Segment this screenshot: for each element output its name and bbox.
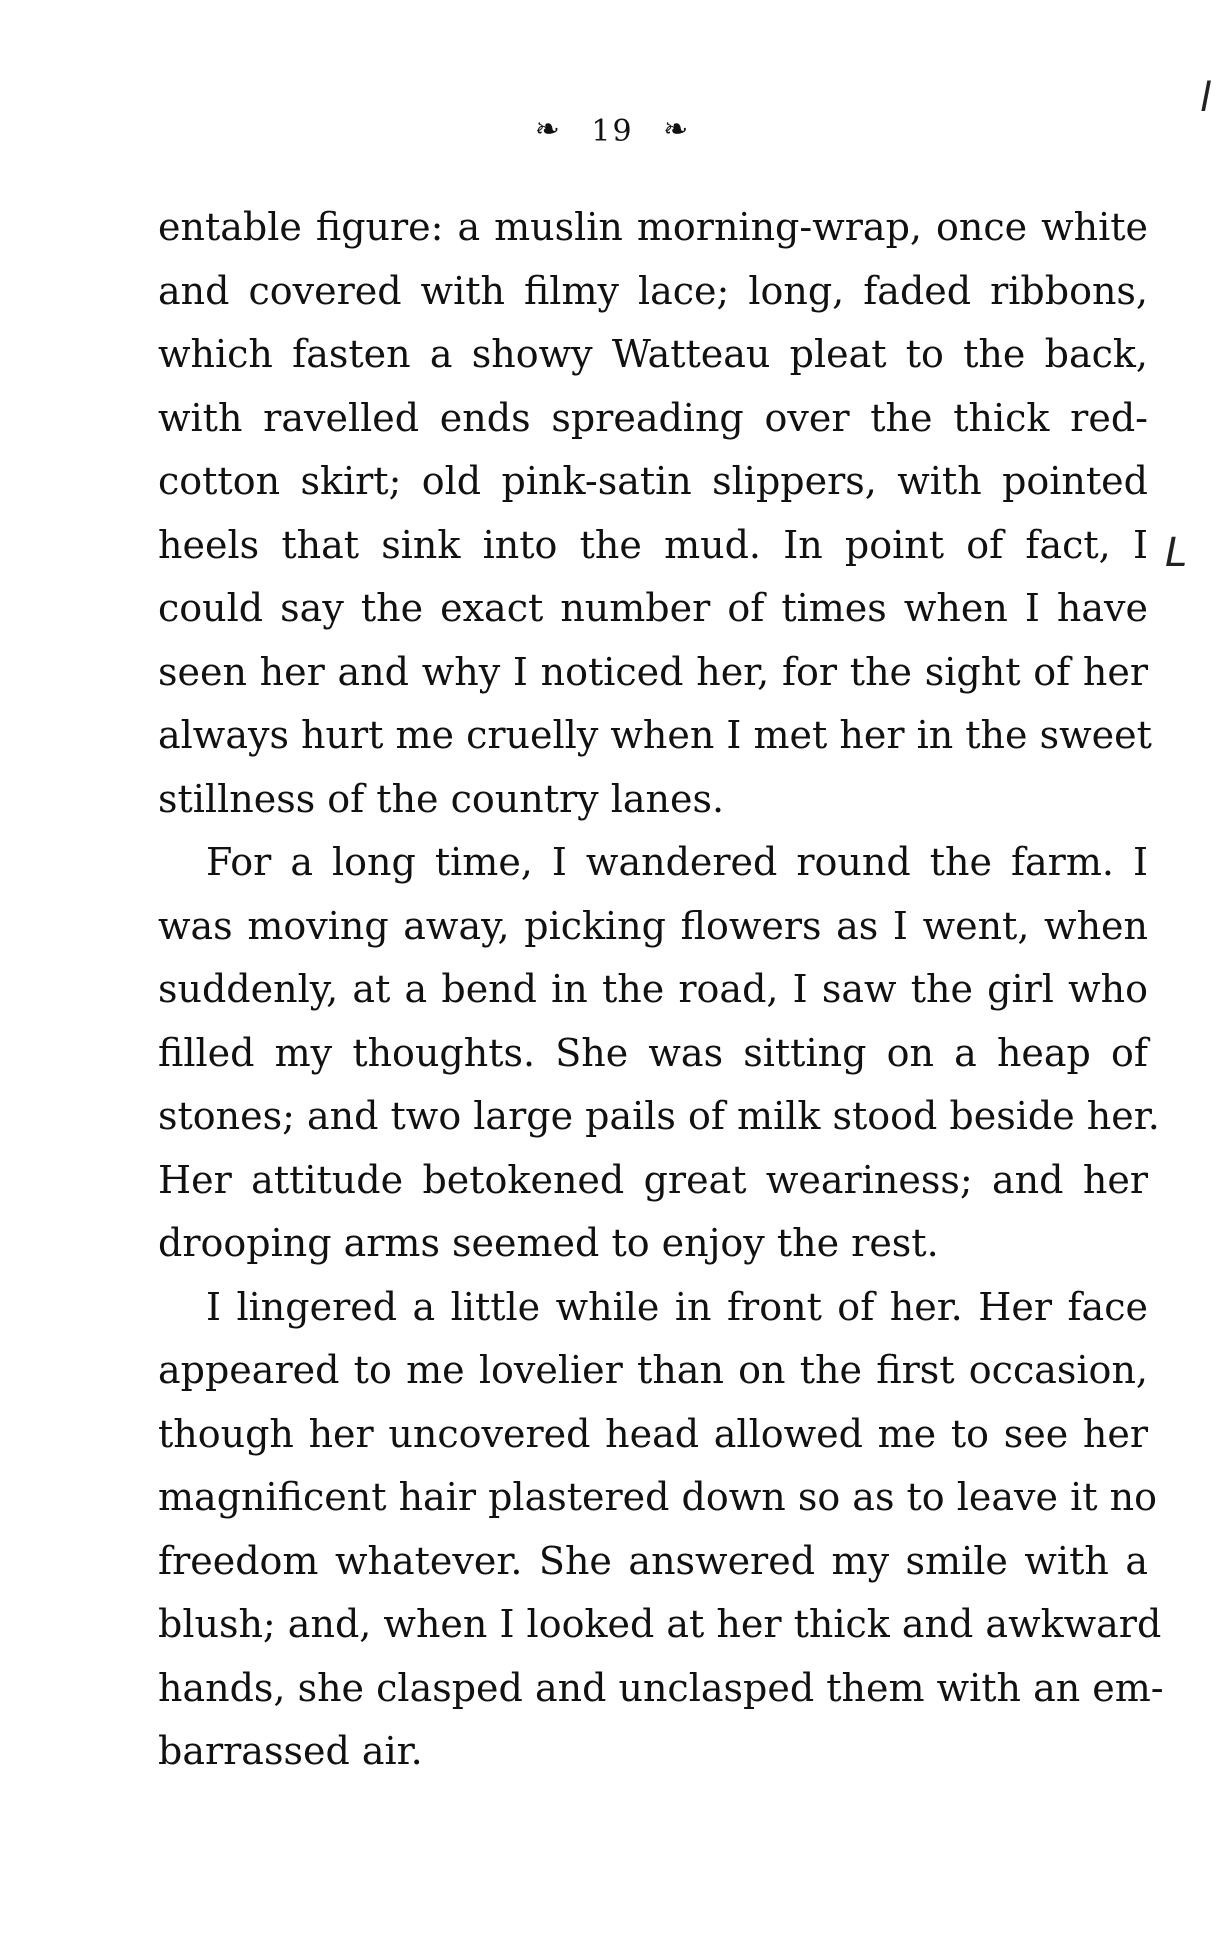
text-line: freedom whatever. She answered my smile with a — [158, 1538, 1148, 1583]
handwritten-mark-side: L — [1165, 530, 1188, 576]
text-line: suddenly, at a bend in the road, I saw the girl who — [158, 967, 1148, 1011]
handwritten-mark-top: l — [1200, 75, 1212, 121]
text-line: magnificent hair plastered down so as to leave it no — [158, 1475, 1157, 1519]
text-line: with ravelled ends spreading over the thick red- — [158, 395, 1148, 440]
text-line: seen her and why I noticed her, for the sight of her — [158, 649, 1148, 694]
ornament-left-icon: ❧ — [534, 112, 562, 147]
text-line: which fasten a showy Watteau pleat to the back, — [158, 332, 1148, 376]
body-text — [158, 196, 1164, 1784]
text-line: blush; and, when I looked at her thick and awkward — [158, 1602, 1162, 1646]
text-line: stillness of the country lanes. — [158, 776, 725, 821]
text-line: and covered with filmy lace; long, faded ribbons, — [158, 268, 1148, 313]
text-line: entable figure: a muslin morning-wrap, once white — [158, 205, 1148, 249]
ornament-right-icon: ❧ — [663, 112, 691, 147]
text-line: filled my thoughts. She was sitting on a heap of — [158, 1030, 1148, 1075]
text-line: though her uncovered head allowed me to see her — [158, 1411, 1148, 1456]
text-line: stones; and two large pails of milk stood beside her. — [158, 1094, 1160, 1138]
text-line: I lingered a little while in front of her. Her face — [206, 1284, 1148, 1329]
text-line: hands, she clasped and unclasped them with an em- — [158, 1665, 1164, 1710]
text-line: Her attitude betokened great weariness; and her — [158, 1157, 1148, 1202]
text-line: For a long time, I wandered round the farm. I — [206, 840, 1148, 884]
text-line: cotton skirt; old pink-satin slippers, with pointed — [158, 459, 1148, 503]
text-line: barrassed air. — [158, 1729, 423, 1773]
text-line: heels that sink into the mud. In point of fact, I — [158, 522, 1148, 567]
text-line: always hurt me cruelly when I met her in the sweet — [158, 713, 1152, 757]
text-line: appeared to me lovelier than on the first occasion, — [158, 1348, 1148, 1392]
page-header — [0, 112, 1225, 152]
text-line: could say the exact number of times when I have — [158, 586, 1148, 630]
text-line: was moving away, picking flowers as I went, when — [158, 903, 1148, 948]
page-number: 19 — [591, 114, 634, 149]
text-line: drooping arms seemed to enjoy the rest. — [158, 1221, 939, 1265]
